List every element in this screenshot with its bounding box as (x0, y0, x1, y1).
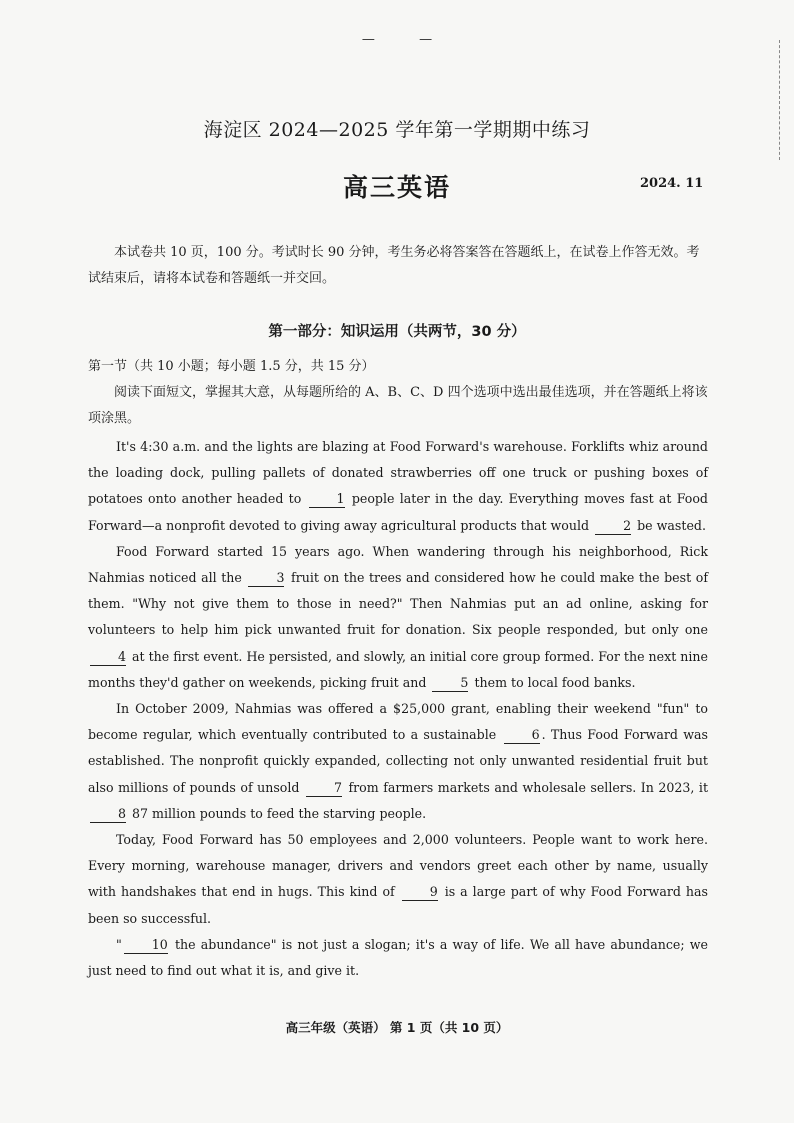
instructions: 阅读下面短文，掌握其大意，从每题所给的 A、B、C、D 四个选项中选出最佳选项，并在答题纸上将该项涂黑。 (88, 385, 708, 426)
exam-date: 2024. 11 (640, 176, 704, 191)
exam-notice: 本试卷共 10 页，100 分。考试时长 90 分钟，考生务必将答案答在答题纸上，在试卷上作答无效。考试结束后，请将本试卷和答题纸一并交回。 (88, 245, 700, 286)
passage-text: at the first event. He persisted, and slowly, an initial core group formed. For the next nine months they'd gather on weekends, picking fruit and (88, 648, 708, 690)
passage-text: " (116, 936, 122, 952)
blank-10: 10 (124, 936, 168, 954)
subject-title: 高三英语 (342, 173, 451, 202)
blank-7: 7 (306, 779, 342, 797)
passage-text: 87 million pounds to feed the starving people. (128, 805, 427, 821)
passage-text: It's 4:30 a.m. and the lights are blazing at Food Forward's warehouse. Forklifts whiz around the loading dock, pulling pallets of donated strawberries off one truck or pushing boxes of potatoes onto another headed to (88, 439, 708, 507)
top-mark: — (419, 32, 433, 47)
blank-3: 3 (248, 569, 284, 587)
passage-text: people later in the day. Everything moves fast at Food Forward—a nonprofit devoted to giving away agricultural products that would (88, 491, 708, 533)
blank-6: 6 (504, 726, 540, 744)
part-title: 第一部分：知识运用（共两节，30 分） (268, 324, 526, 340)
passage-paragraph (88, 932, 708, 984)
reading-passage (88, 434, 708, 984)
passage-paragraph (88, 539, 708, 696)
section-header: 第一节（共 10 小题；每小题 1.5 分，共 15 分） (88, 359, 375, 374)
blank-9: 9 (402, 883, 438, 901)
passage-text: the abundance" is not just a slogan; it's a way of life. We all have abundance; we just need to find out what it is, and give it. (88, 936, 708, 979)
top-marks (0, 32, 794, 47)
passage-paragraph (88, 696, 708, 827)
passage-text: In October 2009, Nahmias was offered a $25,000 grant, enabling their weekend "fun" to become regular, which eventually contributed to a sustainable (88, 701, 708, 743)
blank-4: 4 (90, 648, 126, 666)
passage-paragraph (88, 827, 708, 932)
top-mark: — (361, 32, 375, 47)
passage-paragraph (88, 434, 708, 539)
edge-mark (777, 40, 780, 160)
passage-text: from farmers markets and wholesale sellers. In 2023, it (344, 779, 709, 795)
blank-5: 5 (432, 674, 468, 692)
passage-text: be wasted. (633, 517, 706, 533)
blank-1: 1 (309, 490, 345, 508)
passage-text: Food Forward started 15 years ago. When wandering through his neighborhood, Rick Nahmias noticed all the (88, 543, 708, 586)
passage-text: Today, Food Forward has 50 employees and 2,000 volunteers. People want to work here. Every morning, warehouse manager, drivers and vendors greet each other by name, usually with handshakes that end in hugs. This kind of (88, 832, 708, 900)
passage-text: . Thus Food Forward was established. The nonprofit quickly expanded, collecting not only unwanted residential fruit but also millions of pounds of unsold (88, 727, 708, 795)
blank-2: 2 (595, 517, 631, 535)
passage-text: is a large part of why Food Forward has been so successful. (88, 884, 708, 926)
page-footer: 高三年级（英语） 第 1 页（共 10 页） (285, 1020, 509, 1035)
passage-text: fruit on the trees and considered how he could make the best of them. "Why not give them to those in need?" Then Nahmias put an ad online, asking for volunteers to help him pick unwanted fruit for donation. Six people responded, but only one (88, 570, 708, 638)
passage-text: them to local food banks. (470, 674, 636, 690)
exam-title: 海淀区 2024—2025 学年第一学期期中练习 (203, 119, 591, 141)
blank-8: 8 (90, 805, 126, 823)
